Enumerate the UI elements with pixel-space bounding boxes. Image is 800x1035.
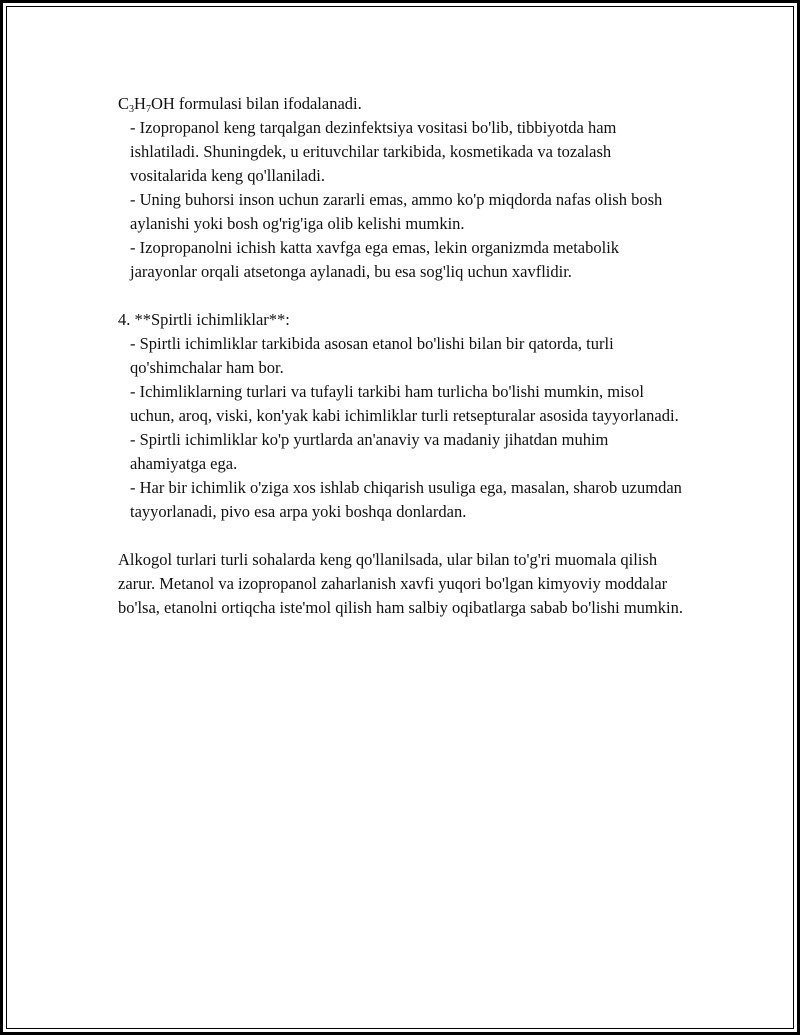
- conclusion-paragraph: Alkogol turlari turli sohalarda keng qo'llanilsada, ular bilan to'g'ri muomala qilish zarur. Metanol va izopropanol zaharlanish xavfi yuqori bo'lgan kimyoviy moddalar bo'lsa, etanolni ortiqcha iste'mol qilish ham salbiy oqibatlarga sabab bo'lishi mumkin.: [118, 550, 683, 617]
- list-item: - Izopropanolni ichish katta xavfga ega emas, lekin organizmda metabolik jarayonlar orqali atsetonga aylanadi, bu esa sog'liq uchun xavflidir.: [130, 238, 620, 281]
- section-heading: 4. **Spirtli ichimliklar**:: [118, 310, 290, 329]
- list-item: - Har bir ichimlik o'ziga xos ishlab chiqarish usuliga ega, masalan, sharob uzumdan tayyorlanadi, pivo esa arpa yoki boshqa donlardan.: [130, 478, 682, 521]
- list-item: - Izopropanol keng tarqalgan dezinfektsiya vositasi bo'lib, tibbiyotda ham ishlatiladi. Shuningdek, u erituvchilar tarkibida, kosmetikada va tozalash vositalarida keng qo'llaniladi.: [130, 118, 617, 185]
- list-item: - Ichimliklarning turlari va tufayli tarkibi ham turlicha bo'lishi mumkin, misol uchun, aroq, viski, kon'yak kabi ichimliklar turli retsepturalar asosida tayyorlanadi.: [130, 382, 679, 425]
- list-item: - Spirtli ichimliklar tarkibida asosan etanol bo'lishi bilan bir qatorda, turli qo'shimchalar ham bor.: [130, 334, 614, 377]
- document-body: [118, 92, 688, 620]
- paragraph-gap: [118, 284, 688, 308]
- formula-line: $C_3H_7OH$ formulasi bilan ifodalanadi.: [118, 94, 362, 115]
- list-item: - Spirtli ichimliklar ko'p yurtlarda an'anaviy va madaniy jihatdan muhim ahamiyatga ega.: [130, 430, 609, 473]
- paragraph-gap: [118, 524, 688, 548]
- list-item: - Uning buhorsi inson uchun zararli emas, ammo ko'p miqdorda nafas olish bosh aylanishi yoki bosh og'rig'iga olib kelishi mumkin.: [130, 190, 663, 233]
